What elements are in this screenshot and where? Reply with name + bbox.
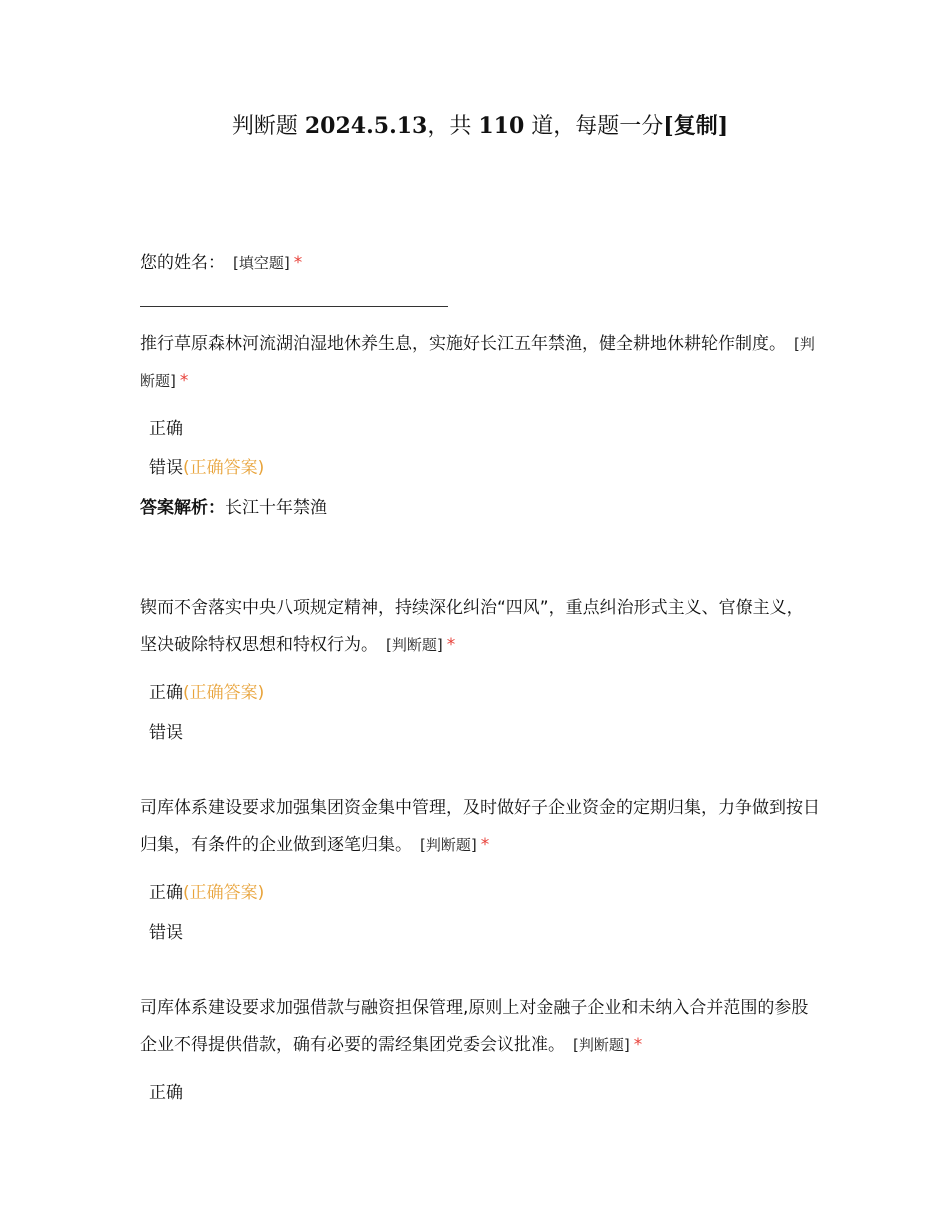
name-question xyxy=(140,245,820,282)
question-type-tag: [判断题] xyxy=(420,836,477,854)
option-label: 错误 xyxy=(149,923,183,943)
option-label: 错误 xyxy=(149,723,183,743)
name-input[interactable] xyxy=(140,306,448,307)
question-type-tag: [判断题] xyxy=(386,636,443,654)
question-text: 司库体系建设要求加强借款与融资担保管理,原则上对金融子企业和未纳入合并范围的参股企业不得提供借款，确有必要的需经集团党委会议批准。 xyxy=(140,998,809,1055)
analysis-text: 长江十年禁渔 xyxy=(225,498,327,518)
option-true[interactable] xyxy=(149,881,264,905)
required-mark: * xyxy=(633,1035,643,1055)
question-2 xyxy=(140,590,820,664)
answer-analysis xyxy=(140,496,327,520)
correct-answer-note: (正确答案) xyxy=(183,458,265,478)
question-type-tag: [判断题] xyxy=(140,335,815,390)
required-mark: * xyxy=(480,835,490,855)
option-label: 错误 xyxy=(149,458,183,478)
title-count: 110 xyxy=(478,113,525,139)
question-type-tag: [判断题] xyxy=(573,1036,630,1054)
question-text: 推行草原森林河流湖泊湿地休养生息，实施好长江五年禁渔，健全耕地休耕轮作制度。 xyxy=(140,334,786,354)
title-prefix: 判断题 xyxy=(231,114,305,139)
question-type-tag: [填空题] xyxy=(233,254,290,272)
option-true[interactable] xyxy=(149,1081,183,1105)
option-label: 正确 xyxy=(149,683,183,703)
required-mark: * xyxy=(446,635,456,655)
correct-answer-note: (正确答案) xyxy=(183,683,265,703)
page-title xyxy=(0,110,950,143)
question-3 xyxy=(140,790,820,864)
option-label: 正确 xyxy=(149,419,183,439)
question-text: 司库体系建设要求加强集团资金集中管理，及时做好子企业资金的定期归集，力争做到按日归集，有条件的企业做到逐笔归集。 xyxy=(140,798,820,855)
question-1 xyxy=(140,326,820,400)
question-text: 您的姓名： xyxy=(140,253,225,273)
required-mark: * xyxy=(179,371,189,391)
option-true[interactable] xyxy=(149,681,264,705)
option-false[interactable] xyxy=(149,921,183,945)
correct-answer-note: (正确答案) xyxy=(183,883,265,903)
title-date: 2024.5.13 xyxy=(304,113,428,139)
title-mid: ，共 xyxy=(427,114,479,139)
question-4 xyxy=(140,990,820,1064)
option-label: 正确 xyxy=(149,883,183,903)
analysis-label: 答案解析： xyxy=(140,498,225,518)
option-label: 正确 xyxy=(149,1083,183,1103)
title-suffix: 道，每题一分 xyxy=(524,114,664,139)
option-false[interactable] xyxy=(149,721,183,745)
option-true[interactable] xyxy=(149,417,183,441)
copy-link[interactable]: [复制] xyxy=(663,113,729,139)
required-mark: * xyxy=(293,253,303,273)
question-text: 锲而不舍落实中央八项规定精神，持续深化纠治“四风”，重点纠治形式主义、官僚主义，坚决破除特权思想和特权行为。 xyxy=(140,598,804,655)
option-false[interactable] xyxy=(149,456,264,480)
